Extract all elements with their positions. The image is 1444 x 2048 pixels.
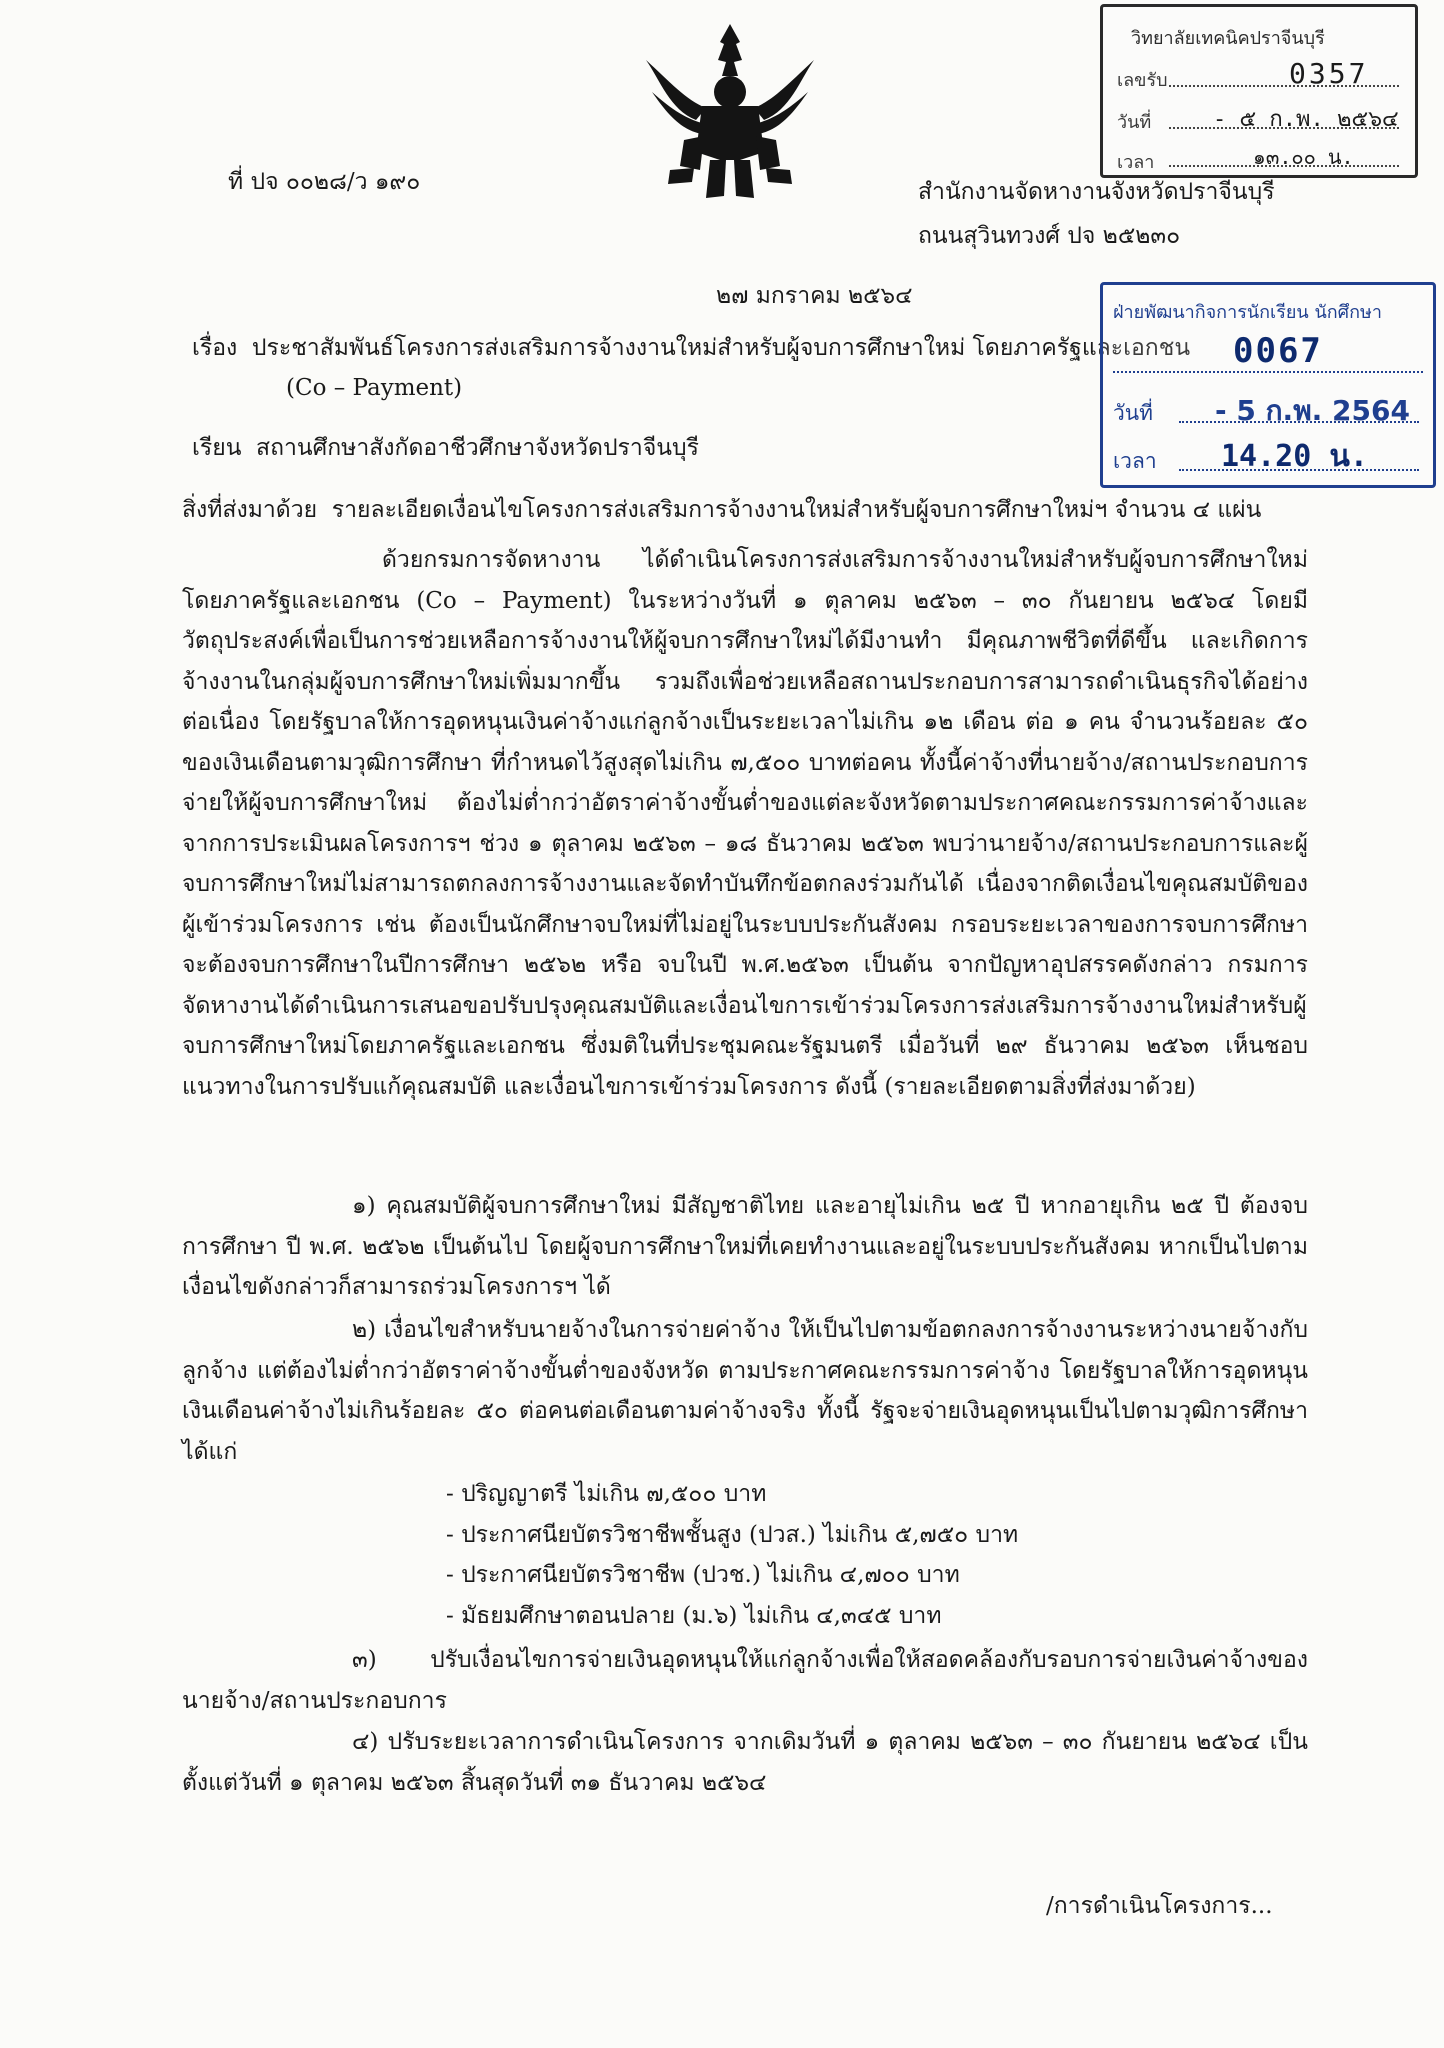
- student-affairs-stamp: [1100, 282, 1436, 488]
- item-3: ๓) ปรับเงื่อนไขการจ่ายเงินอุดหนุนให้แก่ลูกจ้างเพื่อให้สอดคล้องกับรอบการจ่ายเงินค่าจ้างของนายจ้าง/สถานประกอบการ: [182, 1647, 1308, 1714]
- receipt-date-value: - ๕ ก.พ. ๒๕๖๔: [1213, 107, 1399, 132]
- receipt-stamp-header: วิทยาลัยเทคนิคปราจีนบุรี: [1131, 28, 1325, 49]
- body-paragraph: ด้วยกรมการจัดหางาน ได้ดำเนินโครงการส่งเสริมการจ้างงานใหม่สำหรับผู้จบการศึกษาใหม่โดยภาครัฐและเอกชน (Co – Payment) ในระหว่างวันที่ ๑ ตุลาคม ๒๕๖๓ – ๓๐ กันยายน ๒๕๖๔ โดยมีวัตถุประสงค์เพื่อเป็นการช่วยเหลือการจ้างงานให้ผู้จบการศึกษาใหม่ได้มีงานทำ มีคุณภาพชีวิตที่ดีขึ้น และเกิดการจ้างงานในกลุ่มผู้จบการศึกษาใหม่เพิ่มมากขึ้น รวมถึงเพื่อช่วยเหลือสถานประกอบการสามารถดำเนินธุรกิจได้อย่างต่อเนื่อง โดยรัฐบาลให้การอุดหนุนเงินค่าจ้างแก่ลูกจ้างเป็นระยะเวลาไม่เกิน ๑๒ เดือน ต่อ ๑ คน จำนวนร้อยละ ๕๐ ของเงินเดือนตามวุฒิการศึกษา ที่กำหนดไว้สูงสุดไม่เกิน ๗,๕๐๐ บาทต่อคน ทั้งนี้ค่าจ้างที่นายจ้าง/สถานประกอบการจ่ายให้ผู้จบการศึกษาใหม่ ต้องไม่ต่ำกว่าอัตราค่าจ้างขั้นต่ำของแต่ละจังหวัดตามประกาศคณะกรรมการค่าจ้างและจากการประเมินผลโครงการฯ ช่วง ๑ ตุลาคม ๒๕๖๓ – ๑๘ ธันวาคม ๒๕๖๓ พบว่านายจ้าง/สถานประกอบการและผู้จบการศึกษาใหม่ไม่สามารถตกลงการจ้างงานและจัดทำบันทึกข้อตกลงร่วมกันได้ เนื่องจากติดเงื่อนไขคุณสมบัติของผู้เข้าร่วมโครงการ เช่น ต้องเป็นนักศึกษาจบใหม่ที่ไม่อยู่ในระบบประกันสังคม กรอบระยะเวลาของการจบการศึกษาจะต้องจบการศึกษาในปีการศึกษา ๒๕๖๒ หรือ จบในปี พ.ศ.๒๕๖๓ เป็นต้น จากปัญหาอุปสรรคดังกล่าว กรมการจัดหางานได้ดำเนินการเสนอขอปรับปรุงคุณสมบัติและเงื่อนไขการเข้าร่วมโครงการส่งเสริมการจ้างงานใหม่สำหรับผู้จบการศึกษาใหม่โดยภาครัฐและเอกชน ซึ่งมติในที่ประชุมคณะรัฐมนตรี เมื่อวันที่ ๒๙ ธันวาคม ๒๕๖๓ เห็นชอบแนวทางในการปรับแก้คุณสมบัติ และเงื่อนไขการเข้าร่วมโครงการ ดังนี้ (รายละเอียดตามสิ่งที่ส่งมาด้วย): [182, 547, 1308, 1100]
- enclosure-label: สิ่งที่ส่งมาด้วย: [182, 497, 318, 523]
- subject-line: [192, 328, 1190, 369]
- subject-line-2: (Co – Payment): [286, 375, 463, 401]
- agency-name: สำนักงานจัดหางานจังหวัดปราจีนบุรี: [918, 179, 1275, 205]
- subject-label: เรื่อง: [192, 335, 238, 361]
- enclosure: [182, 490, 1261, 531]
- item-4: ๔) ปรับระยะเวลาการดำเนินโครงการ จากเดิมวันที่ ๑ ตุลาคม ๒๕๖๓ – ๓๐ กันยายน ๒๕๖๔ เป็นตั้งแต่วันที่ ๑ ตุลาคม ๒๕๖๓ สิ้นสุดวันที่ ๓๑ ธันวาคม ๒๕๖๔: [182, 1729, 1308, 1796]
- receipt-time-value: ๑๓.๐๐ น.: [1253, 145, 1354, 169]
- enclosure-text: รายละเอียดเงื่อนไขโครงการส่งเสริมการจ้างงานใหม่สำหรับผู้จบการศึกษาใหม่ฯ จำนวน ๔ แผ่น: [331, 497, 1262, 523]
- agency-street: ถนนสุวินทวงศ์ ปจ ๒๕๒๓๐: [918, 223, 1181, 249]
- list-item: - ประกาศนียบัตรวิชาชีพ (ปวช.) ไม่เกิน ๔,๗๐๐ บาท: [446, 1562, 960, 1588]
- student-affairs-date-value: - 5 ก.พ. 2564: [1215, 394, 1410, 427]
- receipt-time-label: เวลา: [1117, 152, 1155, 173]
- sender-address: [918, 170, 1275, 258]
- list-item: - ประกาศนียบัตรวิชาชีพชั้นสูง (ปวส.) ไม่เกิน ๕,๗๕๐ บาท: [446, 1521, 1019, 1548]
- student-affairs-time-label: เวลา: [1113, 449, 1157, 473]
- item-1: ๑) คุณสมบัติผู้จบการศึกษาใหม่ มีสัญชาติไทย และอายุไม่เกิน ๒๕ ปี หากอายุเกิน ๒๕ ปี ต้องจบการศึกษา ปี พ.ศ. ๒๕๖๒ เป็นต้นไป โดยผู้จบการศึกษาใหม่ที่เคยทำงานและอยู่ในระบบประกันสังคม หากเป็นไปตามเงื่อนไขดังกล่าวก็สามารถร่วมโครงการฯ ได้: [182, 1193, 1308, 1300]
- student-affairs-no-value: 0067: [1233, 331, 1323, 371]
- list-item: - มัธยมศึกษาตอนปลาย (ม.๖) ไม่เกิน ๔,๓๔๕ บาท: [446, 1602, 942, 1629]
- subject-text: ประชาสัมพันธ์โครงการส่งเสริมการจ้างงานใหม่สำหรับผู้จบการศึกษาใหม่ โดยภาครัฐและเอกชน: [251, 335, 1191, 361]
- receipt-date-label: วันที่: [1117, 112, 1152, 133]
- continued-marker: /การดำเนินโครงการ...: [1046, 1893, 1273, 1919]
- list-item: - ปริญญาตรี ไม่เกิน ๗,๕๐๐ บาท: [446, 1481, 767, 1507]
- item-2: ๒) เงื่อนไขสำหรับนายจ้างในการจ่ายค่าจ้าง ให้เป็นไปตามข้อตกลงการจ้างงานระหว่างนายจ้างกับลูกจ้าง แต่ต้องไม่ต่ำกว่าอัตราค่าจ้างขั้นต่ำของจังหวัด ตามประกาศคณะกรรมการค่าจ้าง โดยรัฐบาลให้การอุดหนุนเงินเดือนค่าจ้างไม่เกินร้อยละ ๕๐ ต่อคนต่อเดือนตามค่าจ้างจริง ทั้งนี้ รัฐจะจ่ายเงินอุดหนุนเป็นไปตามวุฒิการศึกษา ได้แก่: [182, 1317, 1308, 1465]
- student-affairs-time-value: 14.20 น.: [1221, 439, 1368, 474]
- receipt-stamp: [1100, 4, 1418, 178]
- garuda-emblem-icon: [640, 20, 820, 202]
- reference-number: ที่ ปจ ๐๐๒๘/ว ๑๙๐: [228, 169, 421, 195]
- student-affairs-stamp-header: ฝ่ายพัฒนากิจการนักเรียน นักศึกษา: [1113, 302, 1382, 323]
- letter-date: ๒๗ มกราคม ๒๕๖๔: [716, 283, 913, 309]
- receipt-no-value: 0357: [1289, 57, 1369, 90]
- receipt-no-label: เลขรับ: [1117, 70, 1168, 91]
- student-affairs-date-label: วันที่: [1113, 401, 1153, 425]
- subsidy-list: [446, 1474, 1018, 1636]
- addressee: [192, 428, 699, 469]
- to-label: เรียน: [192, 435, 242, 461]
- to-text: สถานศึกษาสังกัดอาชีวศึกษาจังหวัดปราจีนบุรี: [256, 435, 699, 461]
